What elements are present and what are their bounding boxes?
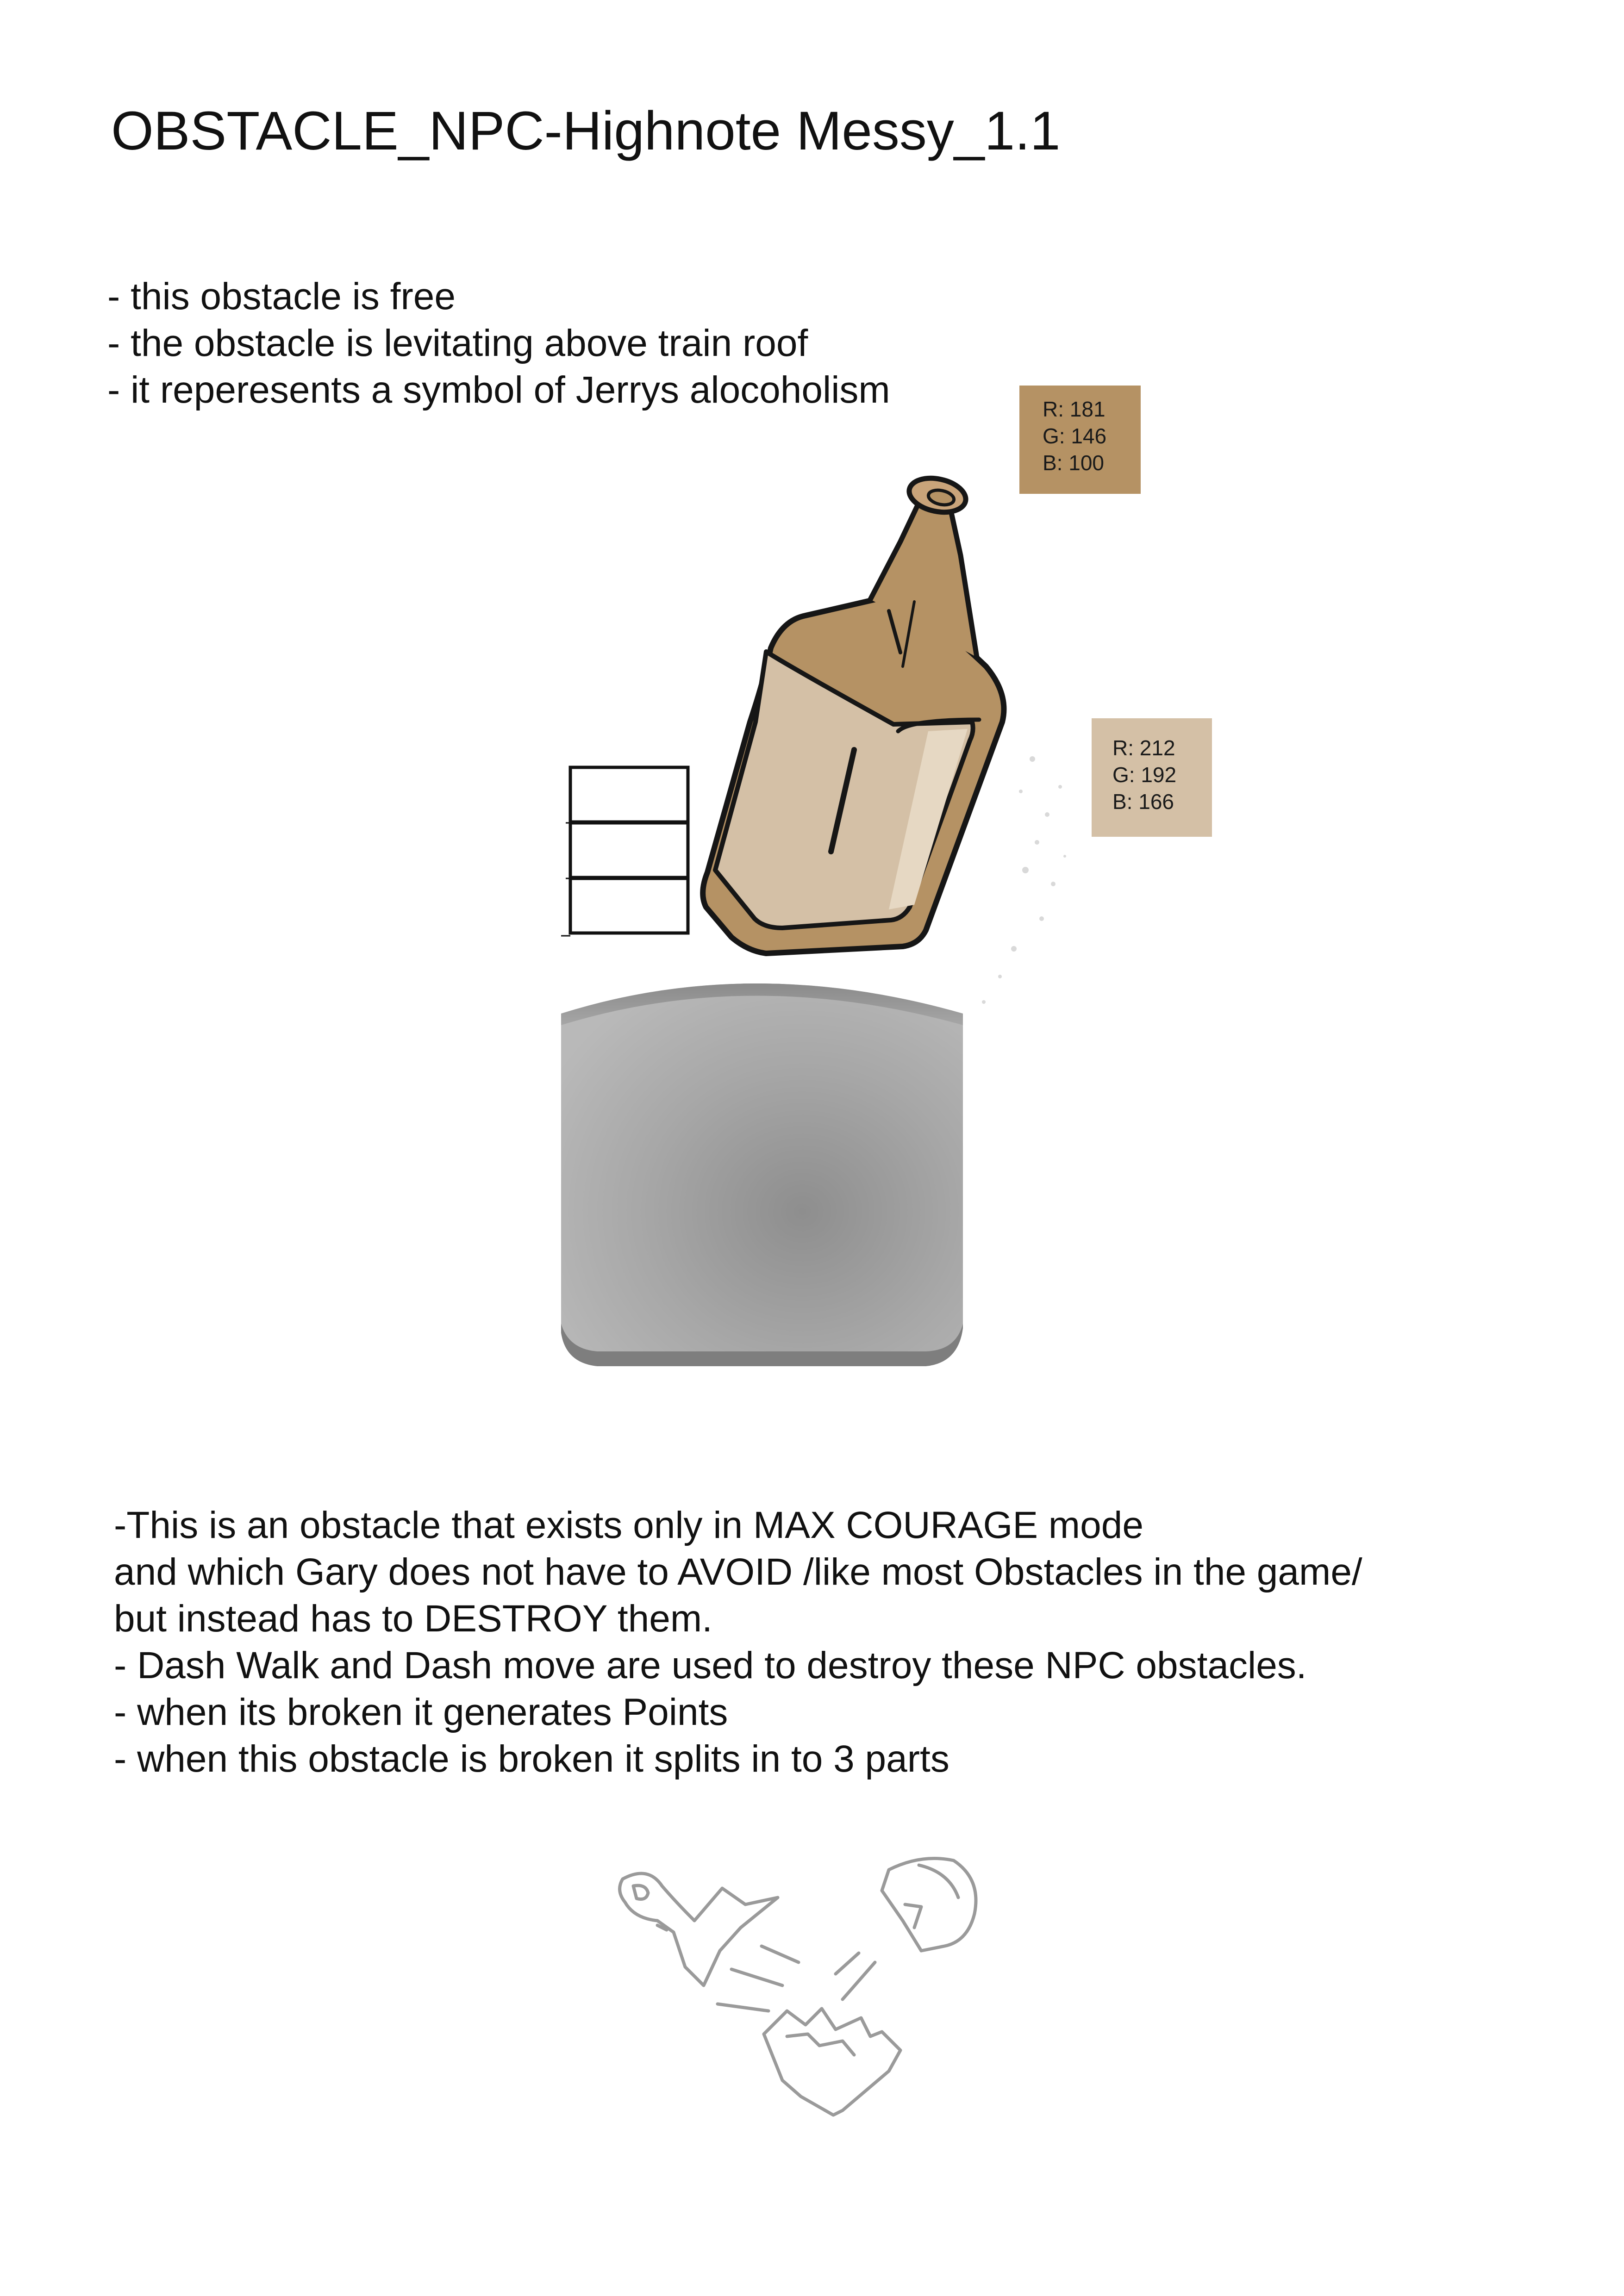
description-line: but instead has to DESTROY them. (114, 1598, 712, 1640)
note-line: - the obstacle is levitating above train roof (107, 322, 808, 364)
swatch-g: G: 192 (1112, 763, 1177, 787)
description-line: - when this obstacle is broken it splits in to 3 parts (114, 1738, 949, 1780)
broken-bottle-sketch (620, 1859, 976, 2116)
note-line: - it reperesents a symbol of Jerrys alocoholism (107, 369, 890, 411)
swatch-r: R: 212 (1112, 736, 1175, 760)
description-line: - when its broken it generates Points (114, 1691, 728, 1733)
page-title: OBSTACLE_NPC-Highnote Messy_1.1 (111, 100, 1061, 162)
note-line: - this obstacle is free (107, 275, 456, 317)
description-line: and which Gary does not have to AVOID /like most Obstacles in the game/ (114, 1551, 1362, 1593)
bottle-illustration (703, 473, 1066, 1004)
obstacle-description (114, 1502, 1362, 1782)
train-roof-block (561, 983, 963, 1366)
swatch-b: B: 166 (1112, 790, 1174, 814)
swatch-b: B: 100 (1043, 451, 1104, 475)
swatch-r: R: 181 (1043, 397, 1106, 421)
three-segment-meter (561, 767, 688, 936)
swatch-g: G: 146 (1043, 424, 1107, 448)
description-line: - Dash Walk and Dash move are used to destroy these NPC obstacles. (114, 1644, 1307, 1686)
description-line: -This is an obstacle that exists only in MAX COURAGE mode (114, 1504, 1143, 1546)
